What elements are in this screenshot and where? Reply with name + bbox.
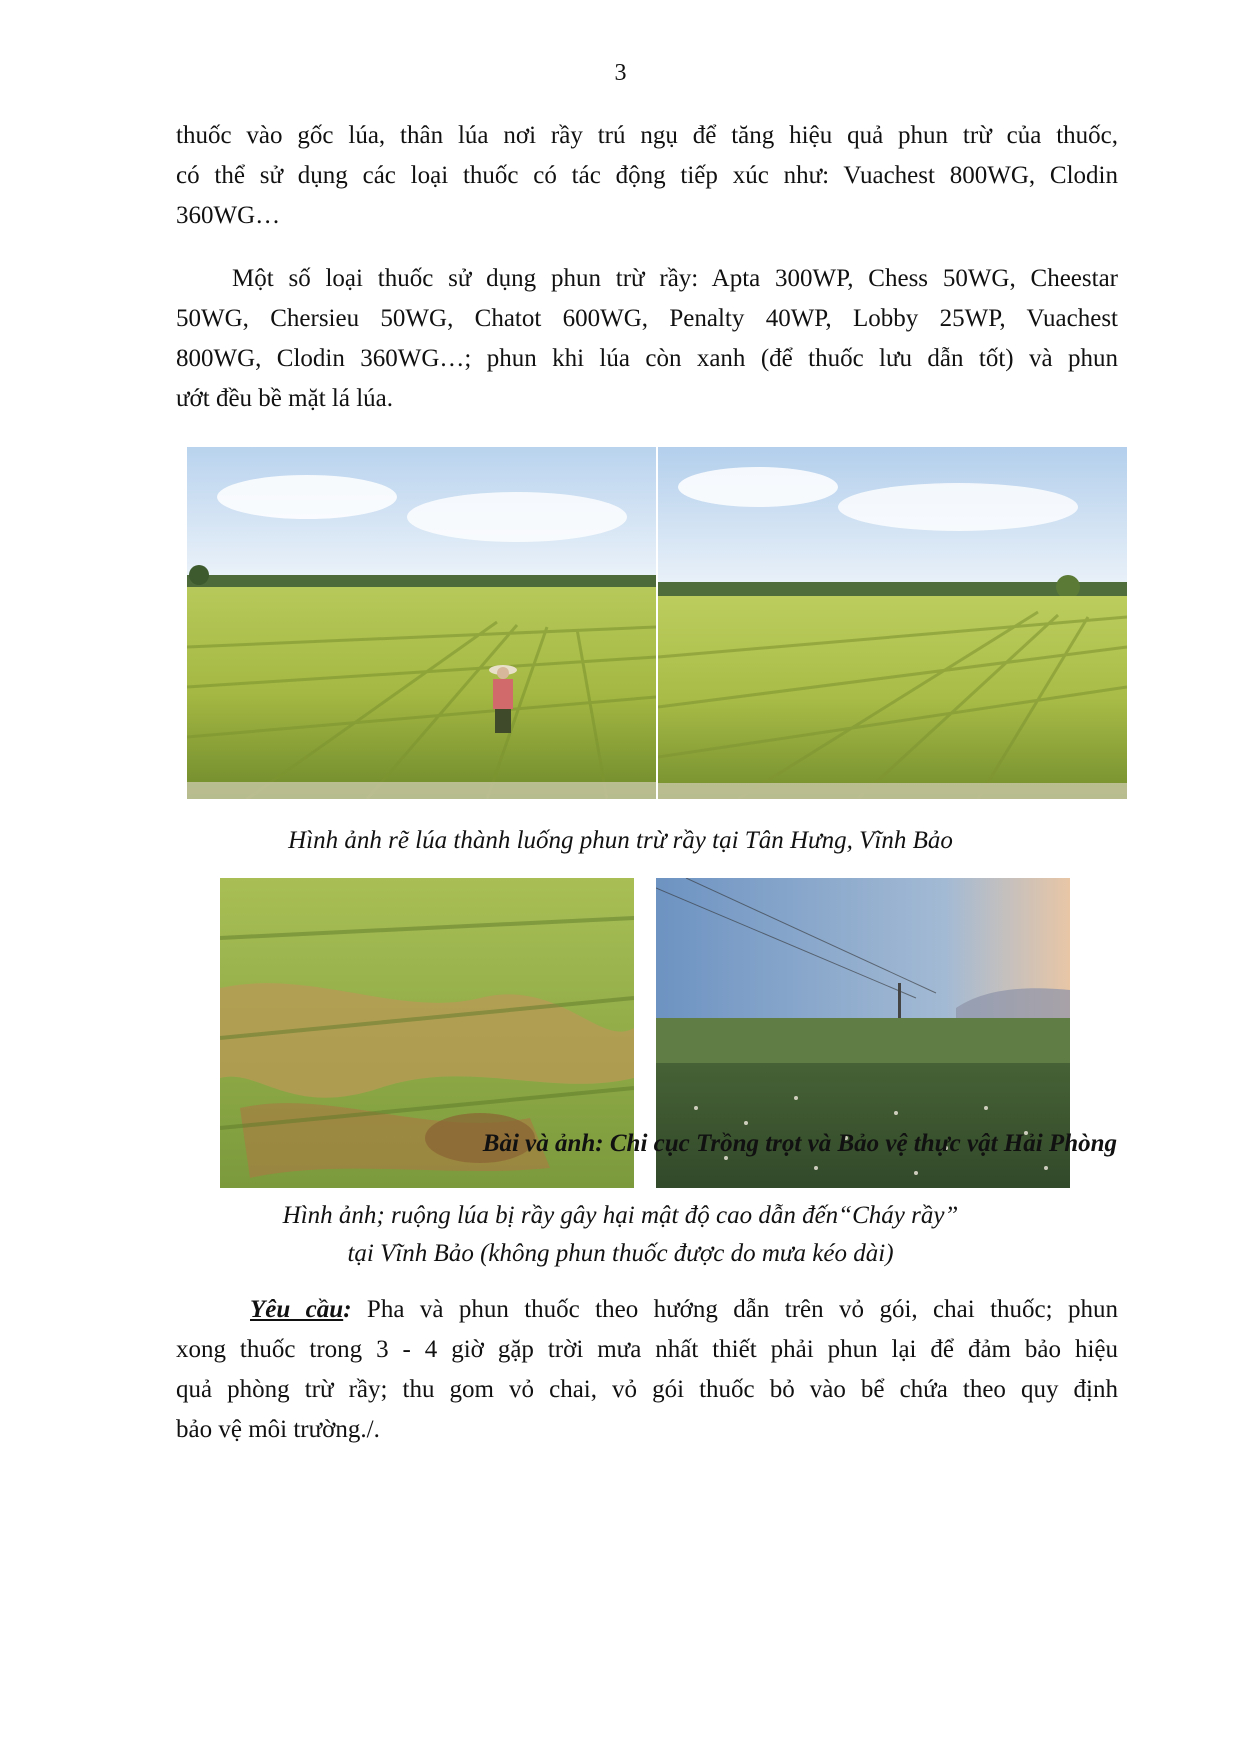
paragraph-1-line-1: thuốc vào gốc lúa, thân lúa nơi rầy trú ngụ để tăng hiệu quả phun trừ của thuốc, <box>176 122 1118 149</box>
paragraph-2-line-1: Một số loại thuốc sử dụng phun trừ rầy: Apta 300WP, Chess 50WG, Cheestar <box>232 265 1118 292</box>
page-number: 3 <box>614 60 627 86</box>
figure-2-caption-line-2: tại Vĩnh Bảo (không phun thuốc được do mưa kéo dài) <box>347 1240 894 1267</box>
requirement-line-1-text: Pha và phun thuốc theo hướng dẫn trên vỏ gói, chai thuốc; phun <box>351 1296 1118 1323</box>
paragraph-1-line-2: có thể sử dụng các loại thuốc có tác động tiếp xúc như: Vuachest 800WG, Clodin <box>176 162 1118 189</box>
paragraph-1 <box>176 116 1118 236</box>
paragraph-1-line-3: 360WG… <box>176 202 281 229</box>
figure-1-caption: Hình ảnh rẽ lúa thành luống phun trừ rầy tại Tân Hưng, Vĩnh Bảo <box>288 827 953 854</box>
requirement-paragraph <box>176 1290 1118 1450</box>
requirement-line-3: quả phòng trừ rầy; thu gom vỏ chai, vỏ gói thuốc bỏ vào bể chứa theo quy định <box>176 1376 1118 1403</box>
figure-2-caption-line-1: Hình ảnh; ruộng lúa bị rầy gây hại mật độ cao dẫn đến“Cháy rầy” <box>282 1202 959 1229</box>
requirement-line-2: xong thuốc trong 3 - 4 giờ gặp trời mưa nhất thiết phải phun lại để đảm bảo hiệu <box>176 1336 1118 1363</box>
author-signature: Bài và ảnh: Chi cục Trồng trọt và Bảo vệ thực vật Hải Phòng <box>482 1130 1117 1157</box>
photo-rice-field-rows <box>658 447 1127 799</box>
requirement-label: Yêu cầu <box>250 1296 344 1323</box>
paragraph-2-line-3: 800WG, Clodin 360WG…; phun khi lúa còn xanh (để thuốc lưu dẫn tốt) và phun <box>176 345 1118 372</box>
paragraph-2-line-4: ướt đều bề mặt lá lúa. <box>176 385 393 412</box>
requirement-line-1 <box>176 1290 1118 1330</box>
photo-rice-field-with-farmer <box>187 447 656 799</box>
paragraph-2 <box>176 259 1118 419</box>
paragraph-2-line-2: 50WG, Chersieu 50WG, Chatot 600WG, Penalty 40WP, Lobby 25WP, Vuachest <box>176 305 1118 332</box>
requirement-line-4: bảo vệ môi trường./. <box>176 1416 380 1443</box>
requirement-colon: : <box>343 1296 352 1323</box>
